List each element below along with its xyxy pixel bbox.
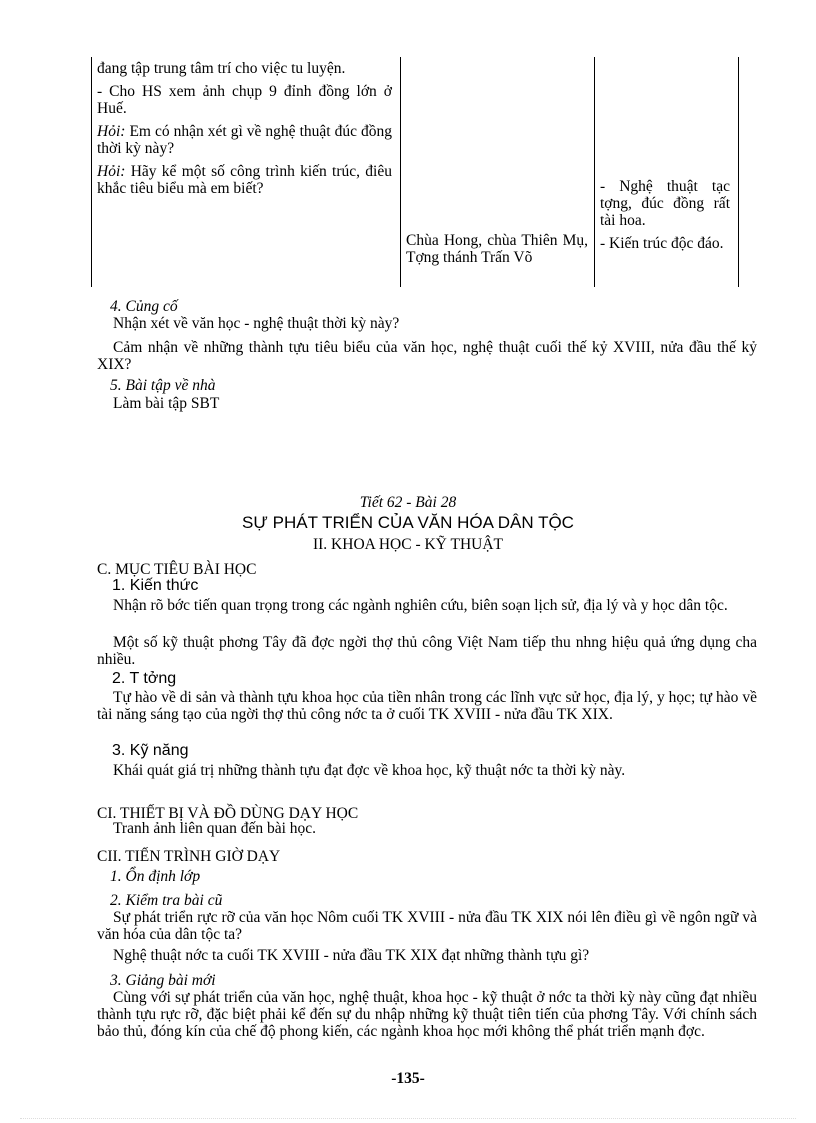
process-heading: CII. TIẾN TRÌNH GIỜ DẠY	[97, 848, 281, 865]
table-cell-text: Chùa Hong, chùa Thiên Mụ, Tợng thánh Trấn Võ	[406, 232, 588, 266]
question-text: Em có nhận xét gì về nghệ thuật đúc đồng thời kỳ này?	[97, 123, 392, 157]
knowledge-text-2: Một số kỹ thuật phơng Tây đã đợc ngời thợ thủ công Việt Nam tiếp thu nhng hiệu quả ứng dụng cha nhiều.	[97, 634, 757, 668]
table-cell-text: - Kiến trúc độc đáo.	[600, 235, 724, 252]
homework-text: Làm bài tập SBT	[113, 395, 220, 412]
table-border-right	[738, 57, 739, 287]
table-cell-question	[97, 163, 392, 197]
attitude-text: Tự hào về di sản và thành tựu khoa học của tiền nhân trong các lĩnh vực sử học, địa lý, y học; tự hào về tài năng sáng tạo của ngời thợ thủ công nớc ta ở cuối TK XVIII - nửa đầu TK XIX.	[97, 689, 757, 723]
objectives-heading: C. MỤC TIÊU BÀI HỌC	[97, 561, 257, 578]
table-col-conclusions	[600, 178, 730, 258]
question-text: Hãy kể một số công trình kiến trúc, điêu khắc tiêu biểu mà em biết?	[97, 163, 392, 197]
bottom-divider	[20, 1118, 796, 1119]
new-lesson-intro: Cùng với sự phát triển của văn học, nghệ thuật, khoa học - kỹ thuật ở nớc ta thời kỳ này cũng đạt nhiều thành tựu rực rỡ, đặc biệt phải kể đến sự du nhập những kỹ thuật tiên tiến của phơng Tây. Với chính sách bảo thủ, đóng kín của chế độ phong kiến, các ngành khoa học mới không thể phát triển mạnh đợc.	[97, 989, 757, 1040]
table-border-left	[91, 57, 92, 287]
table-col-activities	[97, 60, 392, 203]
table-cell-text: - Cho HS xem ảnh chụp 9 đỉnh đồng lớn ở Huế.	[97, 83, 392, 117]
knowledge-title: 1. Kiến thức	[112, 577, 199, 594]
section-homework-title: 5. Bài tập về nhà	[110, 377, 216, 394]
equipment-heading: CI. THIẾT BỊ VÀ ĐỒ DÙNG DẠY HỌC	[97, 805, 359, 822]
lesson-title: SỰ PHÁT TRIỂN CỦA VĂN HÓA DÂN TỘC	[242, 513, 574, 532]
process-step-2: 2. Kiểm tra bài cũ	[110, 892, 223, 909]
consolidation-text-2: Cảm nhận về những thành tựu tiêu biểu của văn học, nghệ thuật cuối thế kỷ XVIII, nửa đầu thế kỷ XIX?	[97, 339, 757, 373]
table-cell-text: - Nghệ thuật tạc tợng, đúc đồng rất tài hoa.	[600, 178, 730, 229]
skills-title: 3. Kỹ năng	[112, 742, 189, 759]
lesson-header: Tiết 62 - Bài 28	[359, 494, 457, 511]
table-cell-text: đang tập trung tâm trí cho việc tu luyện.	[97, 60, 346, 77]
consolidation-text-1: Nhận xét về văn học - nghệ thuật thời kỳ này?	[113, 315, 400, 332]
skills-text: Khái quát giá trị những thành tựu đạt đợc về khoa học, kỹ thuật nớc ta thời kỳ này.	[113, 762, 626, 779]
table-col-answers	[406, 232, 588, 272]
lesson-subtitle: II. KHOA HỌC - KỸ THUẬT	[312, 536, 503, 553]
review-question-1: Sự phát triển rực rỡ của văn học Nôm cuối TK XVIII - nửa đầu TK XIX nói lên điều gì về ngôn ngữ và văn hóa của dân tộc ta?	[97, 909, 757, 943]
process-step-1: 1. Ổn định lớp	[110, 868, 201, 885]
question-label: Hỏi:	[97, 163, 126, 180]
page-number: -135-	[391, 1070, 425, 1087]
table-border-col1	[400, 57, 401, 287]
table-border-col2	[594, 57, 595, 287]
process-step-3: 3. Giảng bài mới	[110, 972, 216, 989]
equipment-text: Tranh ảnh liên quan đến bài học.	[113, 820, 317, 837]
knowledge-text-1: Nhận rõ bớc tiến quan trọng trong các ngành nghiên cứu, biên soạn lịch sử, địa lý và y học dân tộc.	[113, 597, 728, 614]
review-question-2: Nghệ thuật nớc ta cuối TK XVIII - nửa đầu TK XIX đạt những thành tựu gì?	[113, 947, 590, 964]
question-label: Hỏi:	[97, 123, 126, 140]
attitude-title: 2. T tởng	[112, 670, 177, 687]
table-cell-question	[97, 123, 392, 157]
section-consolidation-title: 4. Củng cố	[110, 298, 178, 315]
